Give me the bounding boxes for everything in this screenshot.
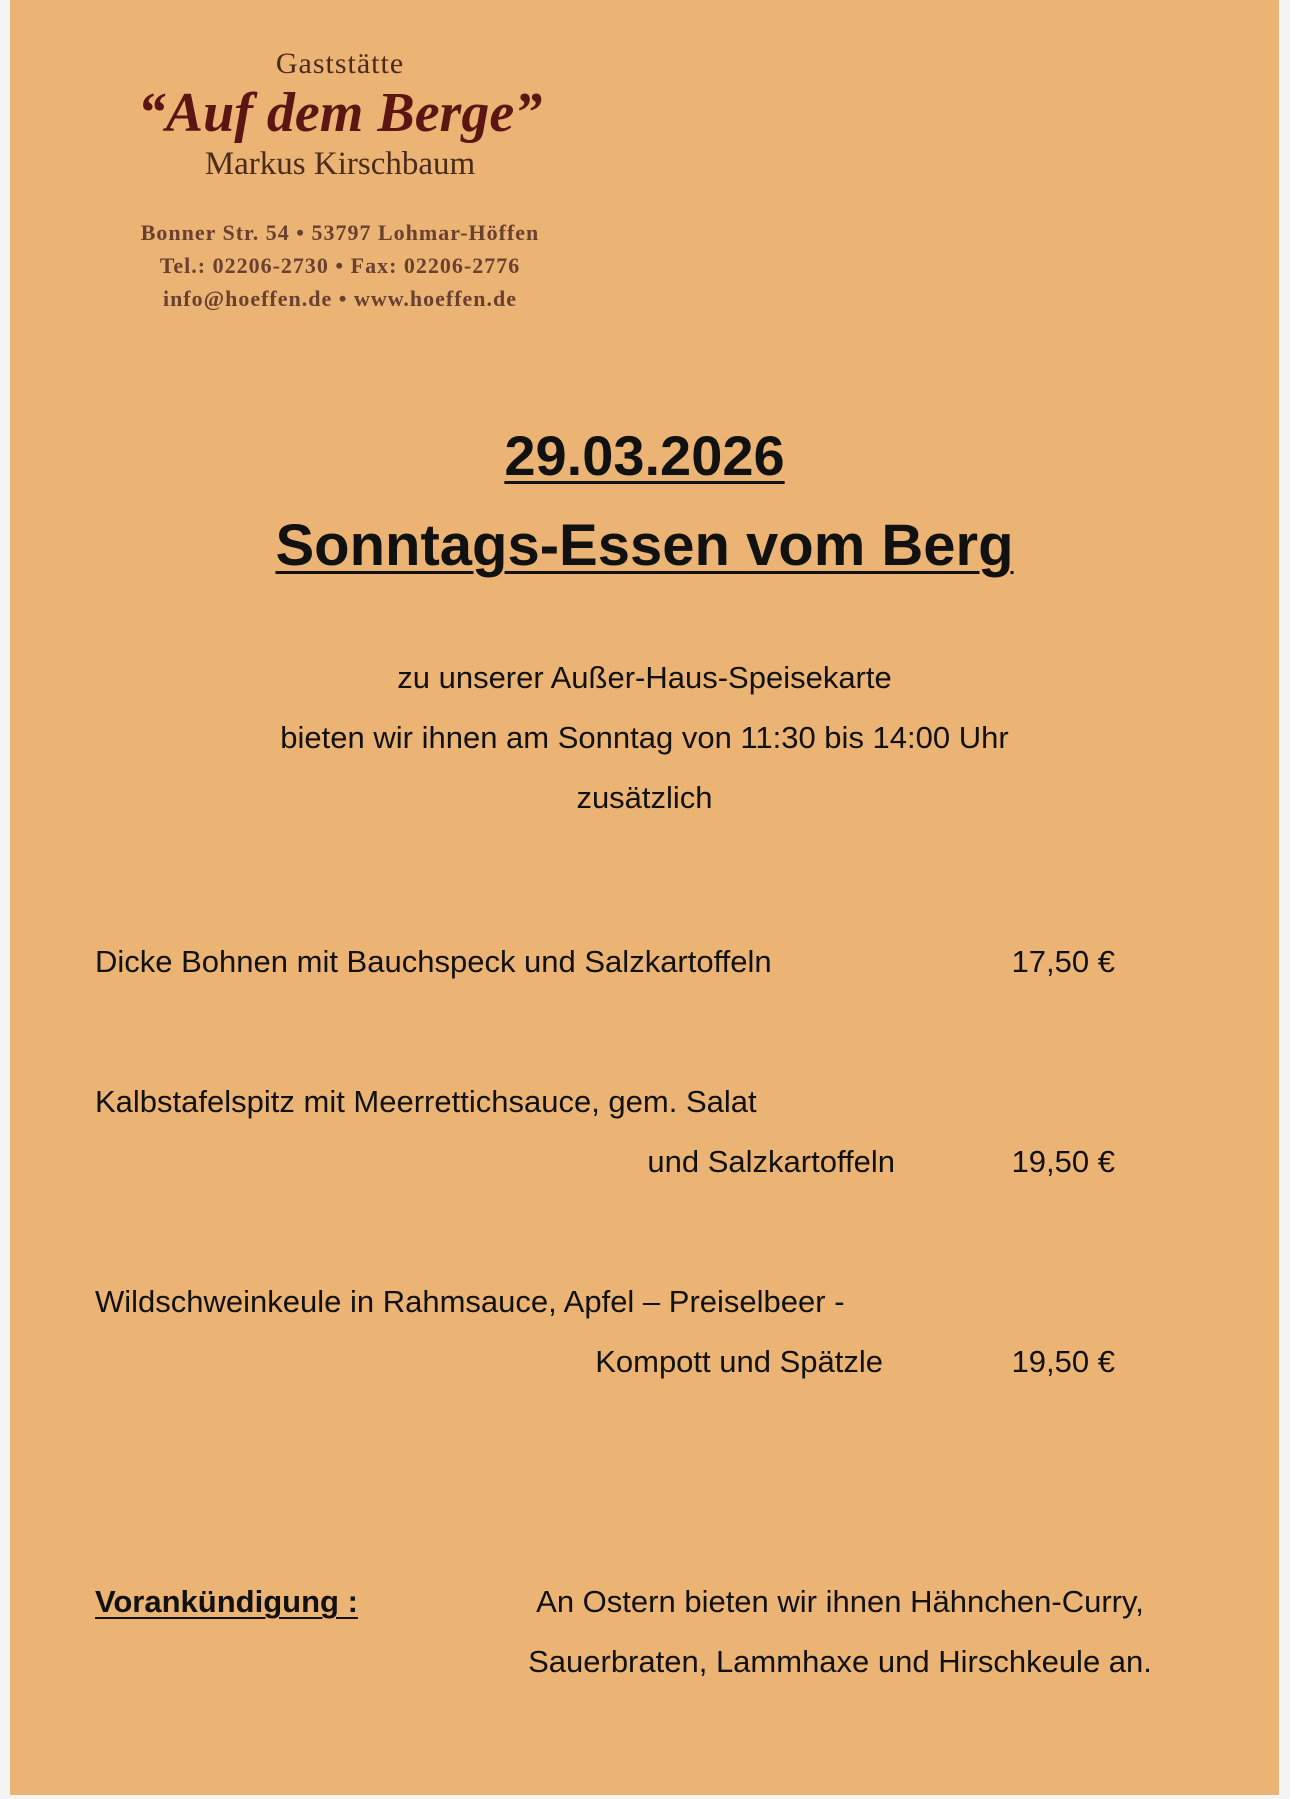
- notice-line: An Ostern bieten wir ihnen Hähnchen-Curry,: [536, 1584, 1144, 1619]
- dish-description-cont: Kompott und Spätzle: [595, 1344, 883, 1379]
- dish-price: 19,50 €: [1011, 1344, 1115, 1379]
- notice-text: [480, 1572, 1200, 1692]
- dish-description: Wildschweinkeule in Rahmsauce, Apfel – Preiselbeer -: [95, 1284, 845, 1319]
- dish-price: 17,50 €: [1011, 944, 1115, 979]
- menu-item: [95, 932, 1135, 992]
- dish-description: Kalbstafelspitz mit Meerrettichsauce, gem. Salat: [95, 1084, 757, 1119]
- menu-headline: Sonntags-Essen vom Berg: [275, 513, 1014, 578]
- menu-item: [95, 1072, 1135, 1192]
- notice-line: Sauerbraten, Lammhaxe und Hirschkeule an.: [528, 1644, 1152, 1679]
- intro-line: bieten wir ihnen am Sonntag von 11:30 bis 14:00 Uhr: [280, 720, 1009, 755]
- dish-price: 19,50 €: [1011, 1144, 1115, 1179]
- restaurant-logo: [90, 44, 590, 315]
- menu-item: [95, 1272, 1135, 1392]
- intro-line: zu unserer Außer-Haus-Speisekarte: [397, 660, 892, 695]
- menu-date: 29.03.2026: [504, 424, 785, 487]
- dish-description-cont: und Salzkartoffeln: [647, 1144, 895, 1179]
- menu-page: [10, 0, 1279, 1795]
- dish-description: Dicke Bohnen mit Bauchspeck und Salzkartoffeln: [95, 944, 772, 979]
- intro-line: zusätzlich: [576, 780, 713, 815]
- contact-block: [90, 216, 590, 315]
- phone-line: Tel.: 02206-2730 • Fax: 02206-2776: [159, 253, 521, 278]
- notice-label: Vorankündigung :: [95, 1584, 358, 1619]
- logo-name: “Auf dem Berge”: [137, 82, 543, 144]
- logo-owner: Markus Kirschbaum: [204, 146, 476, 182]
- web-line: info@hoeffen.de • www.hoeffen.de: [162, 286, 518, 311]
- intro-text: [10, 648, 1279, 828]
- logo-subtitle: Gaststätte: [275, 47, 405, 80]
- address-line: Bonner Str. 54 • 53797 Lohmar-Höffen: [140, 220, 540, 245]
